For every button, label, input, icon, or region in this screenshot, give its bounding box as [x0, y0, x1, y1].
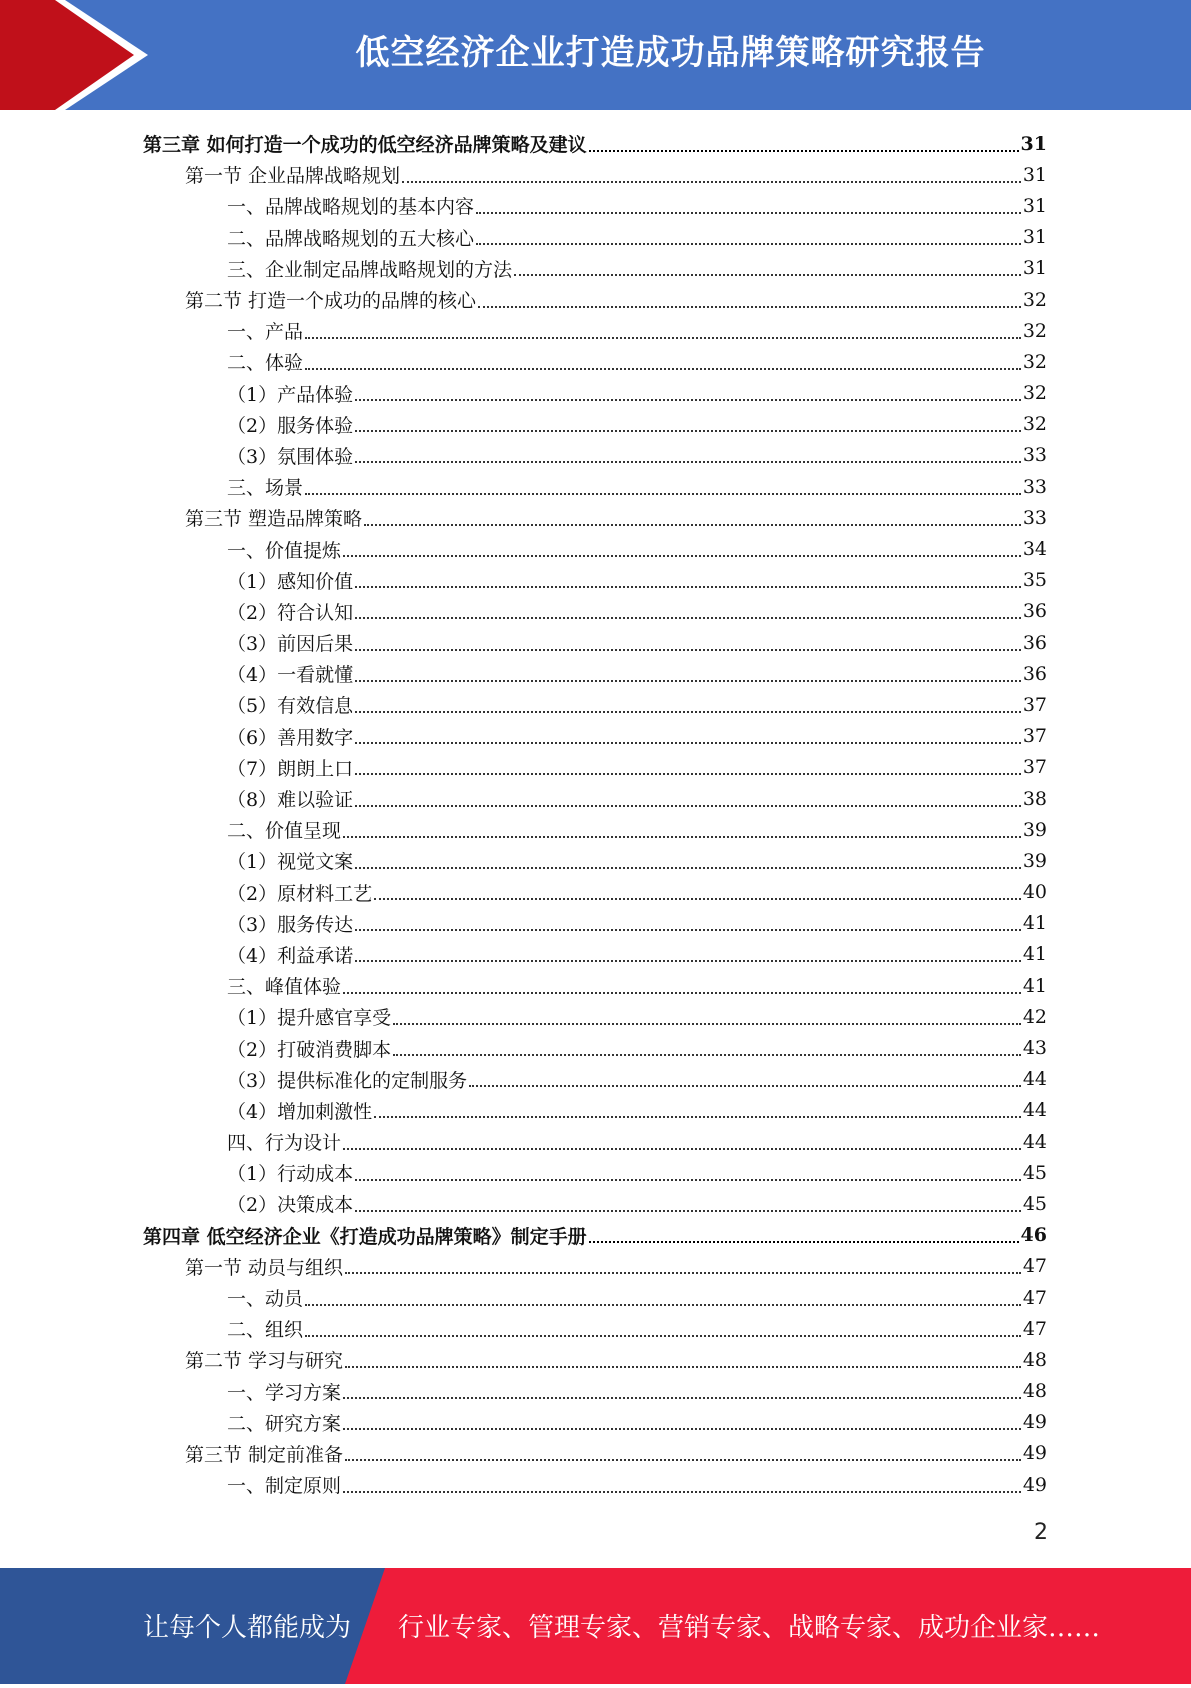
toc-entry[interactable]: [143, 471, 1047, 502]
toc-entry-page: 31: [1022, 194, 1047, 217]
footer-slogan-right: 行业专家、管理专家、营销专家、战略专家、成功企业家……: [398, 1613, 1101, 1643]
toc-entry-page: 33: [1022, 444, 1047, 467]
toc-entry-label: （7）朗朗上口: [227, 757, 354, 780]
toc-entry[interactable]: [143, 1407, 1047, 1438]
toc-entry-label: 二、组织: [227, 1319, 304, 1342]
toc-dot-leader: [305, 1335, 1021, 1337]
toc-dot-leader: [355, 960, 1021, 962]
header-chevron-decoration: [0, 0, 160, 110]
toc-entry-label: 第二节 打造一个成功的品牌的核心: [185, 290, 477, 313]
toc-entry-page: 46: [1020, 1224, 1047, 1247]
toc-entry-page: 37: [1022, 693, 1047, 716]
toc-entry-page: 38: [1022, 787, 1047, 810]
toc-entry[interactable]: [143, 222, 1047, 253]
toc-dot-leader: [478, 306, 1021, 308]
report-title: 低空经济企业打造成功品牌策略研究报告: [355, 33, 986, 73]
toc-entry-label: 第一节 企业品牌战略规划: [185, 165, 401, 188]
toc-entry-page: 32: [1022, 413, 1047, 436]
toc-entry-page: 31: [1022, 226, 1047, 249]
toc-entry[interactable]: [143, 284, 1047, 315]
toc-entry-page: 32: [1022, 350, 1047, 373]
toc-entry-label: （1）产品体验: [227, 383, 354, 406]
toc-entry-label: （6）善用数字: [227, 726, 354, 749]
toc-entry-page: 32: [1022, 319, 1047, 342]
toc-entry[interactable]: [143, 596, 1047, 627]
toc-entry-page: 31: [1020, 132, 1047, 155]
toc-entry[interactable]: [143, 1469, 1047, 1500]
toc-entry[interactable]: [143, 565, 1047, 596]
page-footer: [0, 1568, 1191, 1684]
toc-entry[interactable]: [143, 1095, 1047, 1126]
toc-dot-leader: [355, 649, 1021, 651]
toc-dot-leader: [355, 929, 1021, 931]
toc-dot-leader: [355, 1179, 1021, 1181]
toc-entry-page: 34: [1022, 538, 1047, 561]
toc-entry-label: 三、峰值体验: [227, 976, 342, 999]
toc-entry-page: 39: [1022, 849, 1047, 872]
toc-entry[interactable]: [143, 1188, 1047, 1219]
toc-entry-label: （2）服务体验: [227, 414, 354, 437]
toc-entry-label: 第四章 低空经济企业《打造成功品牌策略》制定手册: [143, 1225, 587, 1248]
toc-dot-leader: [355, 430, 1021, 432]
toc-dot-leader: [374, 1116, 1021, 1118]
page-header: [0, 0, 1191, 110]
toc-entry[interactable]: [143, 1313, 1047, 1344]
toc-dot-leader: [345, 1272, 1021, 1274]
toc-entry-page: 33: [1022, 506, 1047, 529]
toc-entry[interactable]: [143, 908, 1047, 939]
toc-entry-label: （3）提供标准化的定制服务: [227, 1069, 468, 1092]
toc-entry-page: 41: [1022, 974, 1047, 997]
toc-entry-label: （3）氛围体验: [227, 445, 354, 468]
toc-dot-leader: [343, 1428, 1021, 1430]
toc-entry-page: 36: [1022, 631, 1047, 654]
toc-entry[interactable]: [143, 845, 1047, 876]
toc-entry-page: 36: [1022, 662, 1047, 685]
toc-dot-leader: [305, 1304, 1021, 1306]
toc-entry-label: 一、制定原则: [227, 1475, 342, 1498]
toc-entry-label: 一、动员: [227, 1288, 304, 1311]
toc-dot-leader: [402, 181, 1021, 183]
toc-entry-page: 49: [1022, 1473, 1047, 1496]
toc-entry[interactable]: [143, 970, 1047, 1001]
toc-dot-leader: [343, 1148, 1021, 1150]
toc-entry-label: （4）增加刺激性: [227, 1100, 373, 1123]
toc-entry-page: 35: [1022, 569, 1047, 592]
toc-dot-leader: [355, 867, 1021, 869]
toc-dot-leader: [514, 274, 1021, 276]
toc-entry[interactable]: [143, 689, 1047, 720]
toc-entry[interactable]: [143, 1001, 1047, 1032]
page-number: 2: [1034, 1520, 1048, 1545]
toc-entry[interactable]: [143, 159, 1047, 190]
toc-dot-leader: [589, 1241, 1019, 1243]
toc-entry[interactable]: [143, 346, 1047, 377]
toc-dot-leader: [355, 399, 1021, 401]
toc-dot-leader: [345, 1366, 1021, 1368]
table-of-contents: [143, 128, 1047, 1500]
toc-entry-page: 42: [1022, 1005, 1047, 1028]
toc-dot-leader: [343, 992, 1021, 994]
toc-entry-page: 47: [1022, 1286, 1047, 1309]
toc-dot-leader: [355, 711, 1021, 713]
toc-entry-label: （3）前因后果: [227, 633, 354, 656]
toc-entry-label: （2）符合认知: [227, 601, 354, 624]
toc-dot-leader: [393, 1023, 1021, 1025]
toc-entry[interactable]: [143, 1064, 1047, 1095]
toc-entry-label: （4）利益承诺: [227, 944, 354, 967]
toc-entry-label: （2）原材料工艺: [227, 882, 373, 905]
toc-entry-page: 44: [1022, 1099, 1047, 1122]
toc-entry-page: 39: [1022, 818, 1047, 841]
toc-dot-leader: [343, 836, 1021, 838]
toc-entry-page: 49: [1022, 1411, 1047, 1434]
toc-entry-label: （2）打破消费脚本: [227, 1038, 392, 1061]
toc-entry-label: 第三节 塑造品牌策略: [185, 508, 363, 531]
toc-dot-leader: [305, 368, 1021, 370]
toc-entry-page: 37: [1022, 725, 1047, 748]
toc-entry-label: （5）有效信息: [227, 695, 354, 718]
toc-entry[interactable]: [143, 658, 1047, 689]
toc-entry-label: 二、价值呈现: [227, 820, 342, 843]
toc-dot-leader: [305, 493, 1021, 495]
toc-entry[interactable]: [143, 1032, 1047, 1063]
toc-entry-label: 三、场景: [227, 477, 304, 500]
toc-entry[interactable]: [143, 783, 1047, 814]
toc-dot-leader: [355, 805, 1021, 807]
toc-entry[interactable]: [143, 1376, 1047, 1407]
toc-entry[interactable]: [143, 190, 1047, 221]
toc-entry[interactable]: [143, 533, 1047, 564]
toc-entry[interactable]: [143, 1282, 1047, 1313]
toc-dot-leader: [355, 461, 1021, 463]
toc-dot-leader: [343, 555, 1021, 557]
toc-entry[interactable]: [143, 627, 1047, 658]
toc-dot-leader: [476, 212, 1021, 214]
toc-entry[interactable]: [143, 1438, 1047, 1469]
toc-entry-page: 47: [1022, 1317, 1047, 1340]
toc-entry-label: 二、品牌战略规划的五大核心: [227, 227, 475, 250]
toc-entry-label: 一、品牌战略规划的基本内容: [227, 196, 475, 219]
toc-entry-page: 32: [1022, 288, 1047, 311]
toc-entry-label: （1）视觉文案: [227, 851, 354, 874]
toc-dot-leader: [476, 243, 1021, 245]
toc-dot-leader: [355, 680, 1021, 682]
toc-entry-label: （4）一看就懂: [227, 664, 354, 687]
toc-entry-page: 40: [1022, 881, 1047, 904]
toc-entry-label: 第三节 制定前准备: [185, 1443, 344, 1466]
toc-entry[interactable]: [143, 752, 1047, 783]
toc-entry-page: 43: [1022, 1037, 1047, 1060]
toc-entry-page: 33: [1022, 475, 1047, 498]
toc-entry[interactable]: [143, 939, 1047, 970]
toc-entry-page: 37: [1022, 756, 1047, 779]
toc-dot-leader: [343, 1491, 1021, 1493]
toc-dot-leader: [589, 150, 1019, 152]
toc-entry[interactable]: [143, 128, 1047, 159]
toc-entry-label: （1）行动成本: [227, 1163, 354, 1186]
toc-entry[interactable]: [143, 1344, 1047, 1375]
toc-entry-label: （1）感知价值: [227, 570, 354, 593]
toc-entry-label: 一、价值提炼: [227, 539, 342, 562]
toc-dot-leader: [393, 1054, 1021, 1056]
toc-entry-page: 44: [1022, 1130, 1047, 1153]
toc-entry-page: 32: [1022, 382, 1047, 405]
toc-entry-label: 二、研究方案: [227, 1412, 342, 1435]
toc-dot-leader: [364, 524, 1021, 526]
toc-dot-leader: [355, 1210, 1021, 1212]
toc-entry[interactable]: [143, 814, 1047, 845]
toc-entry-label: 四、行为设计: [227, 1132, 342, 1155]
toc-entry[interactable]: [143, 1157, 1047, 1188]
toc-entry[interactable]: [143, 409, 1047, 440]
toc-entry-label: 一、产品: [227, 321, 304, 344]
toc-entry[interactable]: [143, 721, 1047, 752]
toc-entry-label: 一、学习方案: [227, 1381, 342, 1404]
toc-entry-label: （3）服务传达: [227, 913, 354, 936]
toc-entry-page: 41: [1022, 912, 1047, 935]
toc-entry-page: 31: [1022, 257, 1047, 280]
toc-entry-label: 第二节 学习与研究: [185, 1350, 344, 1373]
toc-dot-leader: [355, 773, 1021, 775]
toc-entry[interactable]: [143, 253, 1047, 284]
toc-entry-page: 47: [1022, 1255, 1047, 1278]
toc-dot-leader: [355, 586, 1021, 588]
toc-dot-leader: [355, 742, 1021, 744]
toc-entry-label: 第三章 如何打造一个成功的低空经济品牌策略及建议: [143, 134, 587, 157]
toc-entry-label: 第一节 动员与组织: [185, 1256, 344, 1279]
toc-entry[interactable]: [143, 378, 1047, 409]
toc-entry[interactable]: [143, 502, 1047, 533]
toc-entry-page: 36: [1022, 600, 1047, 623]
toc-entry-label: （1）提升感官享受: [227, 1007, 392, 1030]
toc-entry-page: 45: [1022, 1192, 1047, 1215]
toc-dot-leader: [469, 1085, 1021, 1087]
toc-dot-leader: [305, 337, 1021, 339]
toc-entry-page: 48: [1022, 1348, 1047, 1371]
toc-entry-label: （8）难以验证: [227, 789, 354, 812]
toc-entry[interactable]: [143, 877, 1047, 908]
footer-slogan-left: 让每个人都能成为: [143, 1613, 352, 1643]
toc-entry[interactable]: [143, 440, 1047, 471]
toc-entry-label: 三、企业制定品牌战略规划的方法: [227, 258, 513, 281]
toc-entry-page: 41: [1022, 943, 1047, 966]
toc-entry[interactable]: [143, 1251, 1047, 1282]
toc-entry[interactable]: [143, 315, 1047, 346]
toc-entry-label: （2）决策成本: [227, 1194, 354, 1217]
toc-entry-page: 45: [1022, 1161, 1047, 1184]
toc-dot-leader: [374, 898, 1021, 900]
toc-entry-page: 49: [1022, 1442, 1047, 1465]
toc-entry-page: 44: [1022, 1068, 1047, 1091]
toc-dot-leader: [355, 617, 1021, 619]
toc-dot-leader: [345, 1459, 1021, 1461]
toc-entry-page: 48: [1022, 1380, 1047, 1403]
toc-entry-page: 31: [1022, 163, 1047, 186]
toc-entry[interactable]: [143, 1126, 1047, 1157]
toc-entry-label: 二、体验: [227, 352, 304, 375]
toc-dot-leader: [343, 1397, 1021, 1399]
toc-entry[interactable]: [143, 1220, 1047, 1251]
